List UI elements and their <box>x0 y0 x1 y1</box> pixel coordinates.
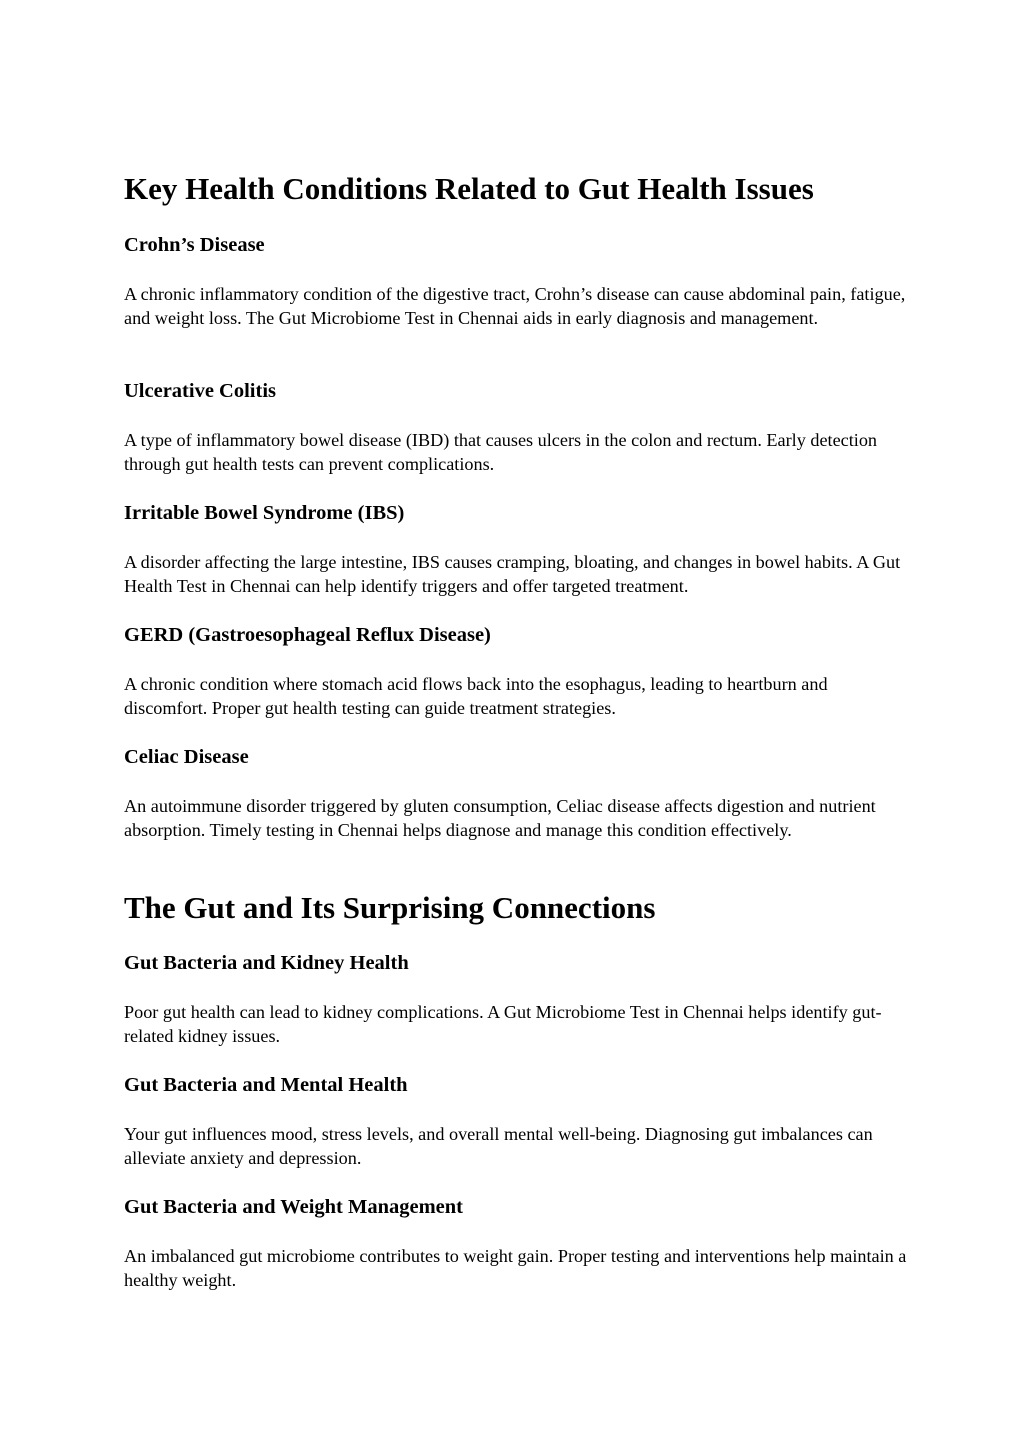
section-title-key-health-conditions: Key Health Conditions Related to Gut Health Issues <box>124 171 814 206</box>
heading-crohns-disease: Crohn’s Disease <box>124 234 265 256</box>
heading-gerd: GERD (Gastroesophageal Reflux Disease) <box>124 624 491 646</box>
heading-ibs: Irritable Bowel Syndrome (IBS) <box>124 502 405 524</box>
paragraph-ulcerative-colitis: A type of inflammatory bowel disease (IBD) that causes ulcers in the colon and rectum. Early detection through gut health tests can prevent complications. <box>124 430 878 474</box>
heading-mental-health: Gut Bacteria and Mental Health <box>124 1074 408 1096</box>
paragraph-ibs: A disorder affecting the large intestine, IBS causes cramping, bloating, and changes in bowel habits. A Gut Health Test in Chennai can help identify triggers and offer targeted treatment. <box>124 552 901 596</box>
section-title-surprising-connections: The Gut and Its Surprising Connections <box>124 890 656 925</box>
heading-weight-management: Gut Bacteria and Weight Management <box>124 1196 463 1218</box>
paragraph-weight-management: An imbalanced gut microbiome contributes to weight gain. Proper testing and interventions help maintain a healthy weight. <box>124 1246 907 1290</box>
paragraph-gerd: A chronic condition where stomach acid flows back into the esophagus, leading to heartburn and discomfort. Proper gut health testing can guide treatment strategies. <box>124 674 828 718</box>
heading-ulcerative-colitis: Ulcerative Colitis <box>124 380 276 402</box>
paragraph-crohns-disease: A chronic inflammatory condition of the digestive tract, Crohn’s disease can cause abdominal pain, fatigue, and weight loss. The Gut Microbiome Test in Chennai aids in early diagnosis and management. <box>124 284 906 328</box>
paragraph-celiac-disease: An autoimmune disorder triggered by gluten consumption, Celiac disease affects digestion and nutrient absorption. Timely testing in Chennai helps diagnose and manage this condition effectively. <box>124 796 876 840</box>
paragraph-kidney-health: Poor gut health can lead to kidney complications. A Gut Microbiome Test in Chennai helps identify gut-related kidney issues. <box>124 1002 882 1046</box>
heading-kidney-health: Gut Bacteria and Kidney Health <box>124 952 409 974</box>
heading-celiac-disease: Celiac Disease <box>124 746 249 768</box>
paragraph-mental-health: Your gut influences mood, stress levels, and overall mental well-being. Diagnosing gut imbalances can alleviate anxiety and depression. <box>124 1124 873 1168</box>
